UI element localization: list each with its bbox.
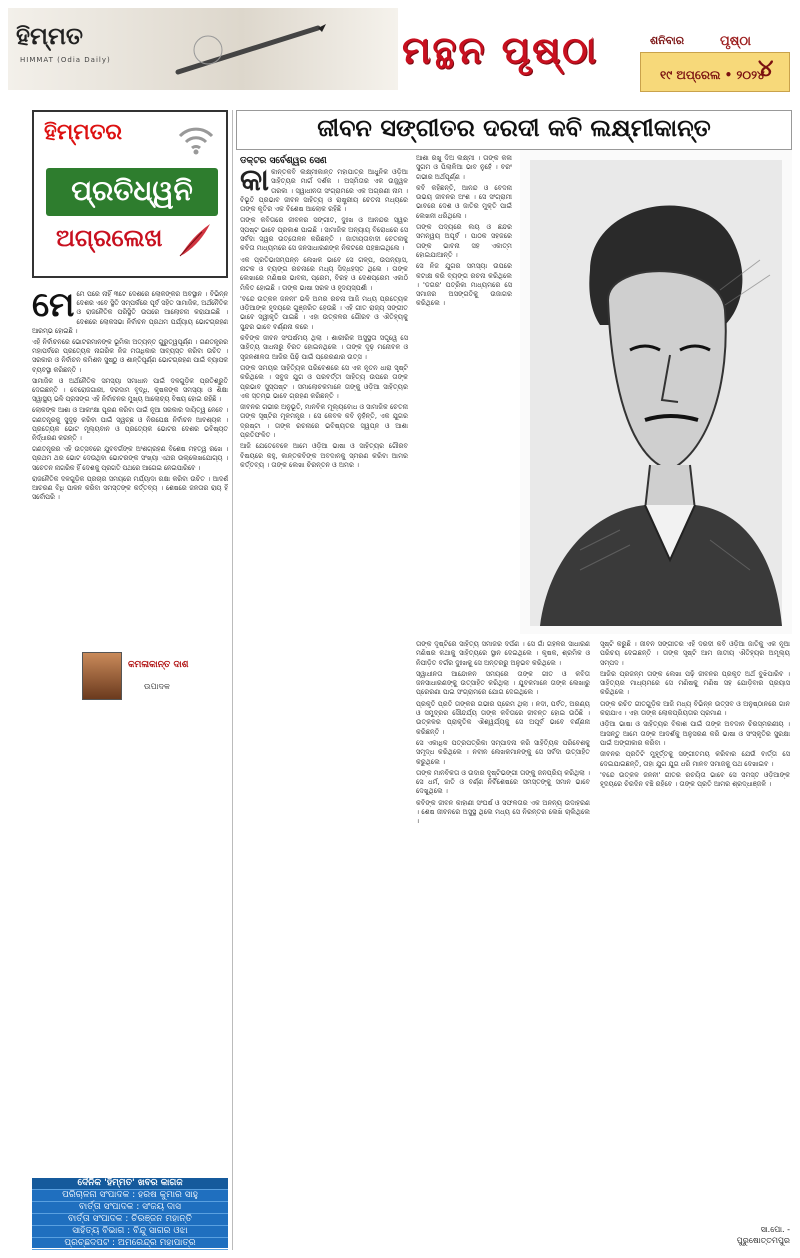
pen-illustration (168, 20, 328, 80)
article-paragraph: ଏକ ପ୍ରତିଭାସମ୍ପନ୍ନ ଲେଖକ ଭାବେ ସେ ଗଳ୍ପ, ଉପନ୍ୟାସ, ନାଟକ ଓ ବ୍ୟଙ୍ଗ ରଚନାରେ ମଧ୍ୟ ସିଦ୍ଧହସ୍ତ ଥିଲେ । ତାଙ୍କ ଲେଖାରେ ମଣିଷର ଭାବନା, ପ୍ରେମ, ବିରହ ଓ ଦେଶପ୍ରେମ ଏକାଠି ମିଳିତ ହୋଇଛି । ତାଙ୍କ ଭାଷା ସରଳ ଓ ହୃଦୟସ୍ପର୍ଶୀ । (240, 255, 408, 292)
credit-line: ବାର୍ତ୍ତା ସଂପାଦକ : ଚିରଞ୍ଜନ ମହାନ୍ତି (32, 1214, 228, 1226)
author-signoff (690, 1224, 790, 1246)
column-brand-box (32, 110, 228, 278)
article-headline: ଜୀବନ ସଙ୍ଗୀତର ଦରଦୀ କବି ଲକ୍ଷ୍ମୀକାନ୍ତ (317, 114, 711, 142)
page-number: ୪ (758, 54, 774, 82)
article-paragraph: ଓଡ଼ିଆ ଭାଷା ଓ ସାହିତ୍ୟର ବିକାଶ ପାଇଁ ତାଙ୍କ ଅବଦାନ ଚିରସ୍ମରଣୀୟ । ଆସନ୍ତୁ ଆମେ ତାଙ୍କ ଆଦର୍ଶକୁ ଅନୁସରଣ କରି ଭାଷା ଓ ସଂସ୍କୃତିର ସୁରକ୍ଷା ପାଇଁ ଅଙ୍ଗୀକାର କରିବା । (600, 720, 790, 747)
author-name: କମଳାକାନ୍ତ ଦାଶ (128, 660, 189, 670)
article-paragraph: କାକାନ୍ତକବି ଲକ୍ଷ୍ମୀକାନ୍ତ ମହାପାତ୍ର ଆଧୁନିକ ଓଡ଼ିଆ ସାହିତ୍ୟର ମାର୍ଗ ଦର୍ଶକ । ଅସ୍ମିତାର ଏକ ଉଜ୍ଜ୍ୱଳ ତାରକା । ସ୍ୱାଧୀନତା ସଂଗ୍ରାମରେ ଏକ ଅଗ୍ରଣୀ ନାମ । ବିଭୂତି ପ୍ରଭାବ ଜୀବନ ସାହିତ୍ୟ ଓ ରାଷ୍ଟ୍ରୀୟ ଚେତନା ମଧ୍ୟରେ ତାଙ୍କ କୃତିର ଏକ ବିଶେଷ ଆଲୋକ ରହିଛି । (240, 168, 408, 214)
credit-line: ପ୍ରଚ୍ଛଦପଟ : ଅମରେନ୍ଦ୍ର ମହାପାତ୍ର (32, 1238, 228, 1250)
drop-cap: କା (240, 168, 270, 198)
article-paragraph: ଜୀବନର ପ୍ରତିଟି ମୁହୂର୍ତ୍ତକୁ ସଙ୍ଗୀତମୟ କରିବାର ଯେଉଁ ବାର୍ତ୍ତା ସେ ଦେଇଯାଇଛନ୍ତି, ତାହା ଯୁଗ ଯୁଗ ଧରି ମାନବ ସମାଜକୁ ପଥ ଦେଖାଇବ । (600, 750, 790, 768)
article-paragraph: ଜୀବନର ଗଭୀର ଅନୁଭୂତି, ମାନବିକ ମୂଲ୍ୟବୋଧ ଓ ସାମାଜିକ ଚେତନା ତାଙ୍କ ସୃଷ୍ଟିର ମୂଳମନ୍ତ୍ର । ସେ କେବଳ କବି ନୁହଁନ୍ତି, ଏକ ଯୁଗର ଦ୍ରଷ୍ଟା । ତାଙ୍କ ରଚନାରେ ଭବିଷ୍ୟତର ସ୍ୱପ୍ନ ଓ ଆଶା ପ୍ରତିଫଳିତ । (240, 403, 408, 440)
author-role: ଉପାଦକ (144, 682, 170, 691)
article-paragraph: ଆଜିର ପ୍ରଜନ୍ମ ତାଙ୍କ ଲେଖା ପଢ଼ି ଜୀବନର ପ୍ରକୃତ ଅର୍ଥ ବୁଝିପାରିବ । ସାହିତ୍ୟର ମାଧ୍ୟମରେ ସେ ମଣିଷକୁ ମଣିଷ ସହ ଯୋଡ଼ିବାର ପ୍ରୟାସ କରିଥିଲେ । (600, 669, 790, 697)
masthead (0, 0, 800, 100)
editorial-paragraph: ଗଣତନ୍ତ୍ରର ଏହି ଉତ୍ସବରେ ଯୁବବର୍ଗଙ୍କ ଅଂଶଗ୍ରହଣ ବିଶେଷ ମହତ୍ୱ ରଖେ । ପ୍ରଥମ ଥର ଭୋଟ ଦେଉଥିବା ଭୋଟରଙ୍କ ସଂଖ୍ୟା ଏଥର ଉଲ୍ଲେଖଯୋଗ୍ୟ । ସଚେତନ ନାଗରିକ ହିଁ ଦେଶକୁ ପ୍ରଗତି ପଥରେ ଆଗେଇ ନେଇପାରିବେ । (32, 445, 228, 472)
drop-cap: ମେ (32, 290, 75, 325)
article-byline: ଡକ୍ଟର ସର୍ବେଶ୍ୱର ସେଣ (240, 156, 327, 166)
article-column-3 (416, 640, 590, 1230)
editorial-sidebar (32, 110, 228, 1250)
article-column-2 (416, 154, 512, 634)
signoff-prefix: ସା.ପୋ. - (760, 1225, 790, 1234)
article-paragraph: 'ବନ୍ଦେ ଉତ୍କଳ ଜନନୀ' ଗୀତର ରଚୟିତା ଭାବେ ସେ ସମସ୍ତ ଓଡ଼ିଆଙ୍କ ହୃଦୟରେ ଚିରଦିନ ବଞ୍ଚି ରହିବେ । ତାଙ୍କ ପ୍ରତି ଆମର ଶ୍ରଦ୍ଧାଞ୍ଜଳି । (600, 770, 790, 789)
editorial-paragraph: ଲୋକଙ୍କ ଆଶା ଓ ଆକାଂକ୍ଷା ପୂରଣ କରିବା ପାଇଁ ନୂଆ ସରକାର ଦାୟିତ୍ୱ ନେବେ । ଗଣତନ୍ତ୍ରକୁ ସୁଦୃଢ଼ କରିବା ପାଇଁ ସ୍ୱଚ୍ଛ ଓ ନିରପେକ୍ଷ ନିର୍ବାଚନ ଆବଶ୍ୟକ । ପ୍ରତ୍ୟେକ ଭୋଟ ମୂଲ୍ୟବାନ ଓ ପ୍ରତ୍ୟେକ ଭୋଟର ଦେଶର ଭବିଷ୍ୟତ ନିର୍ଦ୍ଧାରଣ କରନ୍ତି । (32, 406, 228, 443)
page-label: ପୃଷ୍ଠା (720, 34, 751, 49)
article-paragraph: ତାଙ୍କ ସମୟର ସାହିତ୍ୟିକ ପରିବେଶରେ ସେ ଏକ ନୂତନ ଧାରା ସୃଷ୍ଟି କରିଥିଲେ । ସବୁଜ ଯୁଗ ଓ ପରବର୍ତ୍ତୀ ସାହିତ୍ୟ ଉପରେ ତାଙ୍କ ପ୍ରଭାବ ସୁସ୍ପଷ୍ଟ । ସମାଲୋଚକମାନେ ତାଙ୍କୁ ଓଡ଼ିଆ ସାହିତ୍ୟର ଏକ ସ୍ତମ୍ଭ ଭାବେ ଗ୍ରହଣ କରିଛନ୍ତି । (240, 363, 408, 400)
editorial-text (32, 290, 228, 1175)
column-name: ପ୍ରତିଧ୍ୱନି (46, 168, 218, 216)
article-paragraph: ପ୍ରକୃତି ପ୍ରତି ତାଙ୍କର ଗଭୀର ପ୍ରେମ ଥିଲା । ନଦୀ, ପର୍ବତ, ଅରଣ୍ୟ ଓ ସମୁଦ୍ରର ସୌନ୍ଦର୍ଯ୍ୟ ତାଙ୍କ କବିତାରେ ଜୀବନ୍ତ ହୋଇ ଉଠିଛି । ଉତ୍କଳର ପ୍ରାକୃତିକ ଐଶ୍ୱର୍ଯ୍ୟକୁ ସେ ଅପୂର୍ବ ଭାବେ ବର୍ଣ୍ଣନା କରିଛନ୍ତି । (416, 699, 590, 736)
poet-portrait (520, 150, 792, 634)
editorial-paragraph: ଏହି ନିର୍ବାଚନରେ ଭୋଟରମାନଙ୍କ ଭୂମିକା ଅତ୍ୟନ୍ତ ଗୁରୁତ୍ୱପୂର୍ଣ୍ଣ । ଗଣତନ୍ତ୍ରର ମହାପର୍ବରେ ପ୍ରତ୍ୟେକ ନାଗରିକ ନିଜ ମତାଧିକାର ସାବ୍ୟସ୍ତ କରିବା ଉଚିତ । ସରକାର ଓ ନିର୍ବାଚନ କମିଶନ ସୁଷ୍ଠୁ ଓ ଶାନ୍ତିପୂର୍ଣ୍ଣ ଭୋଟଗ୍ରହଣ ପାଇଁ ବ୍ୟାପକ ବ୍ୟବସ୍ଥା କରିଛନ୍ତି । (32, 338, 228, 374)
editorial-paragraph: ସାମାଜିକ ଓ ଅର୍ଥନୈତିକ ସମସ୍ୟା ସମାଧାନ ପାଇଁ ଦଳଗୁଡ଼ିକ ପ୍ରତିଶ୍ରୁତି ଦେଇଛନ୍ତି । ବେରୋଜଗାରୀ, ଦରଦାମ ବୃଦ୍ଧି, କୃଷକଙ୍କ ସମସ୍ୟା ଓ ଶିକ୍ଷା ସ୍ୱାସ୍ଥ୍ୟ ଭଳି ପ୍ରସଙ୍ଗ ଏହି ନିର୍ବାଚନର ମୁଖ୍ୟ ଆଲୋଚ୍ୟ ବିଷୟ ହୋଇ ରହିଛି । (32, 376, 228, 404)
article-paragraph: ଆଶା ରଖୁ ଦିଅ ଲକ୍ଷ୍ମୀ । ତାଙ୍କ କଳା ସୁଗମ ଓ ପିଲାଳିଆ ଭାବ ନୁହେଁ । ବରଂ ଗଭୀର ଅର୍ଥପୂର୍ଣ୍ଣ । (416, 154, 512, 181)
credit-line: ବାର୍ତ୍ତା ସଂପାଦକ : ସଂଜୟ ଦାସ (32, 1202, 228, 1214)
column-type: ଅଗ୍ରଲେଖ (56, 224, 163, 252)
credit-line: ପରିଚାଳନା ସଂପାଦକ : ହରଷ କୁମାର ସାହୁ (32, 1190, 228, 1202)
article-paragraph: ତାଙ୍କ କବିତାରେ ଜୀବନର ସଙ୍ଗୀତ, ଦୁଃଖ ଓ ଆନନ୍ଦର ସ୍ୱର ସ୍ପଷ୍ଟ ଭାବେ ପ୍ରକାଶ ପାଇଛି । ସାମାଜିକ ଅନ୍ୟାୟ ବିରୋଧରେ ସେ ସର୍ବଦା ସ୍ୱର ଉତ୍ତୋଳନ କରିଛନ୍ତି । ଜାତୀୟତାବାଦୀ ଚେତନାକୁ କବିତା ମାଧ୍ୟମରେ ସେ ଜନସାଧାରଣଙ୍କ ନିକଟରେ ପହଞ୍ଚାଇଥିଲେ । (240, 216, 408, 253)
article-paragraph: ତାଙ୍କ ପଦ୍ୟରେ ଲୟ ଓ ଛନ୍ଦର ସମନ୍ୱୟ ଅପୂର୍ବ । ପାଠକ ସହଜରେ ତାଙ୍କ ଭାବନା ସହ ଏକାତ୍ମ ହୋଇଯାଆନ୍ତି । (416, 223, 512, 259)
section-title: ମନ୍ଥନ ପୃଷ୍ଠା (402, 28, 599, 72)
editorial-paragraph: ମେମେ ପରେ ନାହିଁ ୩ଟେ ଦେଶରେ ଲୋକଙ୍କର ଅବସ୍ଥାନ । ବିଭିନ୍ନ ଦେଶର ଏବେ ସ୍ଥିତି ସମ୍ପର୍କରେ ପୂର୍ବ ସହିତ ସାମାଜିକ, ଅର୍ଥନୈତିକ ଓ ରାଜନୈତିକ ପରିସ୍ଥିତି ଉପରେ ଆଲୋଚନା କରାଯାଇଛି । ଦେଶରେ ଲୋକସଭା ନିର୍ବାଚନ ପ୍ରଥମ ପର୍ଯ୍ୟାୟ ଭୋଟଗ୍ରହଣ ଆରମ୍ଭ ହୋଇଛି । (32, 290, 228, 335)
wifi-signal-icon (176, 122, 216, 156)
article-paragraph: କବି କହିଛନ୍ତି, ଆନନ୍ଦ ଓ ବେଦନା ଉଭୟ ଜୀବନର ଅଂଶ । ସେ ସଂଗ୍ରାମୀ ଭାବରେ ଦେଶ ଓ ଜାତିର ମୁକ୍ତି ପାଇଁ ଲେଖନୀ ଧରିଥିଲେ । (416, 183, 512, 220)
article-paragraph: ସେ ଏକାଧିକ ପତ୍ରପତ୍ରିକା ସମ୍ପାଦନା କରି ସାହିତ୍ୟିକ ପରିବେଶକୁ ସମୃଦ୍ଧ କରିଥିଲେ । ନବୀନ ଲେଖକମାନଙ୍କୁ ସେ ସର୍ବଦା ଉତ୍ସାହିତ କରୁଥିଲେ । (416, 738, 590, 766)
publication-date: ୧୯ ଅପ୍ରେଲ • ୨୦୨୪ (660, 68, 765, 82)
article-column-4 (600, 640, 790, 1220)
newspaper-logo: ହିମ୍ମତ (16, 22, 84, 50)
masthead-banner (8, 8, 398, 90)
article-paragraph: ତାଙ୍କ ରଚିତ ଗୀତଗୁଡ଼ିକ ଆଜି ମଧ୍ୟ ବିଭିନ୍ନ ଉତ୍ସବ ଓ ଅନୁଷ୍ଠାନରେ ଗାନ କରାଯାଏ । ଏହା ତାଙ୍କ ଲୋକପ୍ରିୟତାର ପ୍ରମାଣ । (600, 699, 790, 718)
article-paragraph: ତାଙ୍କ ମାନବିକତା ଓ ଉଦାର ଦୃଷ୍ଟିଭଙ୍ଗୀ ତାଙ୍କୁ ଜନପ୍ରିୟ କରିଥିଲା । ସେ ଧର୍ମ, ଜାତି ଓ ବର୍ଣ୍ଣ ନିର୍ବିଶେଷରେ ସମସ୍ତଙ୍କୁ ସମାନ ଭାବେ ଦେଖୁଥିଲେ । (416, 768, 590, 796)
column-divider (232, 110, 233, 1250)
article-paragraph: ତାଙ୍କ ଦୃଷ୍ଟିରେ ସାହିତ୍ୟ ସମାଜର ଦର୍ପଣ । ସେ ଗାଁ ଗହଳର ସାଧାରଣ ମଣିଷର କଥାକୁ ସାହିତ୍ୟରେ ସ୍ଥାନ ଦେଇଥିଲେ । କୃଷକ, ଶ୍ରମିକ ଓ ନିପୀଡ଼ିତ ବର୍ଗର ଦୁଃଖକୁ ସେ ଅନ୍ତରରୁ ଅନୁଭବ କରିଥିଲେ । (416, 640, 590, 667)
article-paragraph: କବିଙ୍କ ଜୀବନ କାହାଣୀ ସଂଘର୍ଷ ଓ ସଫଳତାର ଏକ ଅନନ୍ୟ ଉଦାହରଣ । ଶେଷ ଜୀବନରେ ଅସୁସ୍ଥ ଥିଲେ ମଧ୍ୟ ସେ ନିରନ୍ତର ଲେଖି ଚାଲିଥିଲେ । (416, 798, 590, 826)
credit-line: ଦୈନିକ 'ହିମ୍ମତ' ଖବର କାଗଜ (32, 1178, 228, 1190)
article-paragraph: ସେ ନିଜ ଯୁଗର ସମସ୍ୟା ଉପରେ କଟାକ୍ଷ କରି ବ୍ୟଙ୍ଗ ରଚନା କରିଥିଲେ । 'ଡଗର' ପତ୍ରିକା ମାଧ୍ୟମରେ ସେ ସମାଜର ଅସଙ୍ଗତିକୁ ଉଜାଗର କରିଥିଲେ । (416, 262, 512, 308)
author-photo (82, 652, 122, 700)
article-column-1 (240, 168, 408, 1228)
editorial-credits (32, 1178, 228, 1248)
credit-line: ସାହିତ୍ୟ ବିଭାଗ : ବିନ୍ଦୁ ସାଗର ଓଝା (32, 1226, 228, 1238)
article-paragraph: ସ୍ୱାଧୀନତା ଆନ୍ଦୋଳନ ସମୟରେ ତାଙ୍କ ଗୀତ ଓ କବିତା ଜନସାଧାରଣଙ୍କୁ ଉତ୍ସାହିତ କରିଥିଲା । ଯୁବକମାନେ ତାଙ୍କ ଲେଖାରୁ ପ୍ରେରଣା ପାଇ ସଂଗ୍ରାମରେ ଯୋଗ ଦେଇଥିଲେ । (416, 669, 590, 697)
newspaper-logo-subtitle: HIMMAT (Odia Daily) (20, 56, 111, 64)
article-paragraph: ସୃଷ୍ଟି କରୁଛି । ଜୀବନ ସଙ୍ଗୀତର ଏହି ଦରଦୀ କବି ଓଡ଼ିଆ ଜାତିକୁ ଏକ ନୂଆ ପରିଚୟ ଦେଇଛନ୍ତି । ତାଙ୍କ ସୃଷ୍ଟି ଆମ ଜାତୀୟ ଐତିହ୍ୟର ଅମୂଲ୍ୟ ସମ୍ପଦ । (600, 640, 790, 667)
article-paragraph: କବିଙ୍କ ଜୀବନ ସଂଘର୍ଷମୟ ଥିଲା । ଶାରୀରିକ ଅସୁସ୍ଥତା ସତ୍ତ୍ୱେ ସେ ସାହିତ୍ୟ ସାଧନାରୁ ବିରତ ହୋଇନଥିଲେ । ତାଙ୍କ ଦୃଢ଼ ମନୋବଳ ଓ ସୃଜନଶୀଳତା ଆଜିର ପିଢ଼ି ପାଇଁ ପ୍ରେରଣାର ଉତ୍ସ । (240, 334, 408, 361)
signoff-place: ପୁରୁଷୋତ୍ତମପୁର (736, 1236, 790, 1245)
editorial-paragraph: ରାଜନୈତିକ ଦଳଗୁଡ଼ିକ ପ୍ରଚାର ସମୟରେ ମର୍ଯ୍ୟାଦା ରକ୍ଷା କରିବା ଉଚିତ । ଆଦର୍ଶ ଆଚରଣ ବିଧି ପାଳନ କରିବା ସମସ୍ତଙ୍କ କର୍ତ୍ତବ୍ୟ । ଶେଷରେ ଜନତାର ରାୟ ହିଁ ସର୍ବୋପରି । (32, 474, 228, 502)
author-block (32, 650, 228, 704)
feather-pen-icon (174, 220, 214, 260)
brand-name: ହିମ୍ମତର (44, 120, 123, 145)
article-paragraph: 'ବନ୍ଦେ ଉତ୍କଳ ଜନନୀ' ଭଳି ଅମର ରଚନା ଆଜି ମଧ୍ୟ ପ୍ରତ୍ୟେକ ଓଡ଼ିଆଙ୍କ ହୃଦୟରେ ଗୁଞ୍ଜରିତ ହେଉଛି । ଏହି ଗୀତ ରାଜ୍ୟ ସଙ୍ଗୀତ ଭାବେ ସ୍ୱୀକୃତି ପାଇଛି । ଏହା ଉତ୍କଳର ଗୌରବ ଓ ଐତିହ୍ୟକୁ ସୁନ୍ଦର ଭାବେ ବର୍ଣ୍ଣନା କରେ । (240, 294, 408, 331)
article-paragraph: ଆଜି ଯେତେବେଳେ ଆମେ ଓଡ଼ିଆ ଭାଷା ଓ ସାହିତ୍ୟର ଗୌରବ ବିଷୟରେ କହୁ, କାନ୍ତକବିଙ୍କ ଅବଦାନକୁ ସ୍ମରଣ କରିବା ଆମର କର୍ତ୍ତବ୍ୟ । ତାଙ୍କ ଲେଖା ଚିରନ୍ତନ ଓ ଅମର । (240, 442, 408, 469)
weekday: ଶନିବାର (650, 34, 685, 47)
